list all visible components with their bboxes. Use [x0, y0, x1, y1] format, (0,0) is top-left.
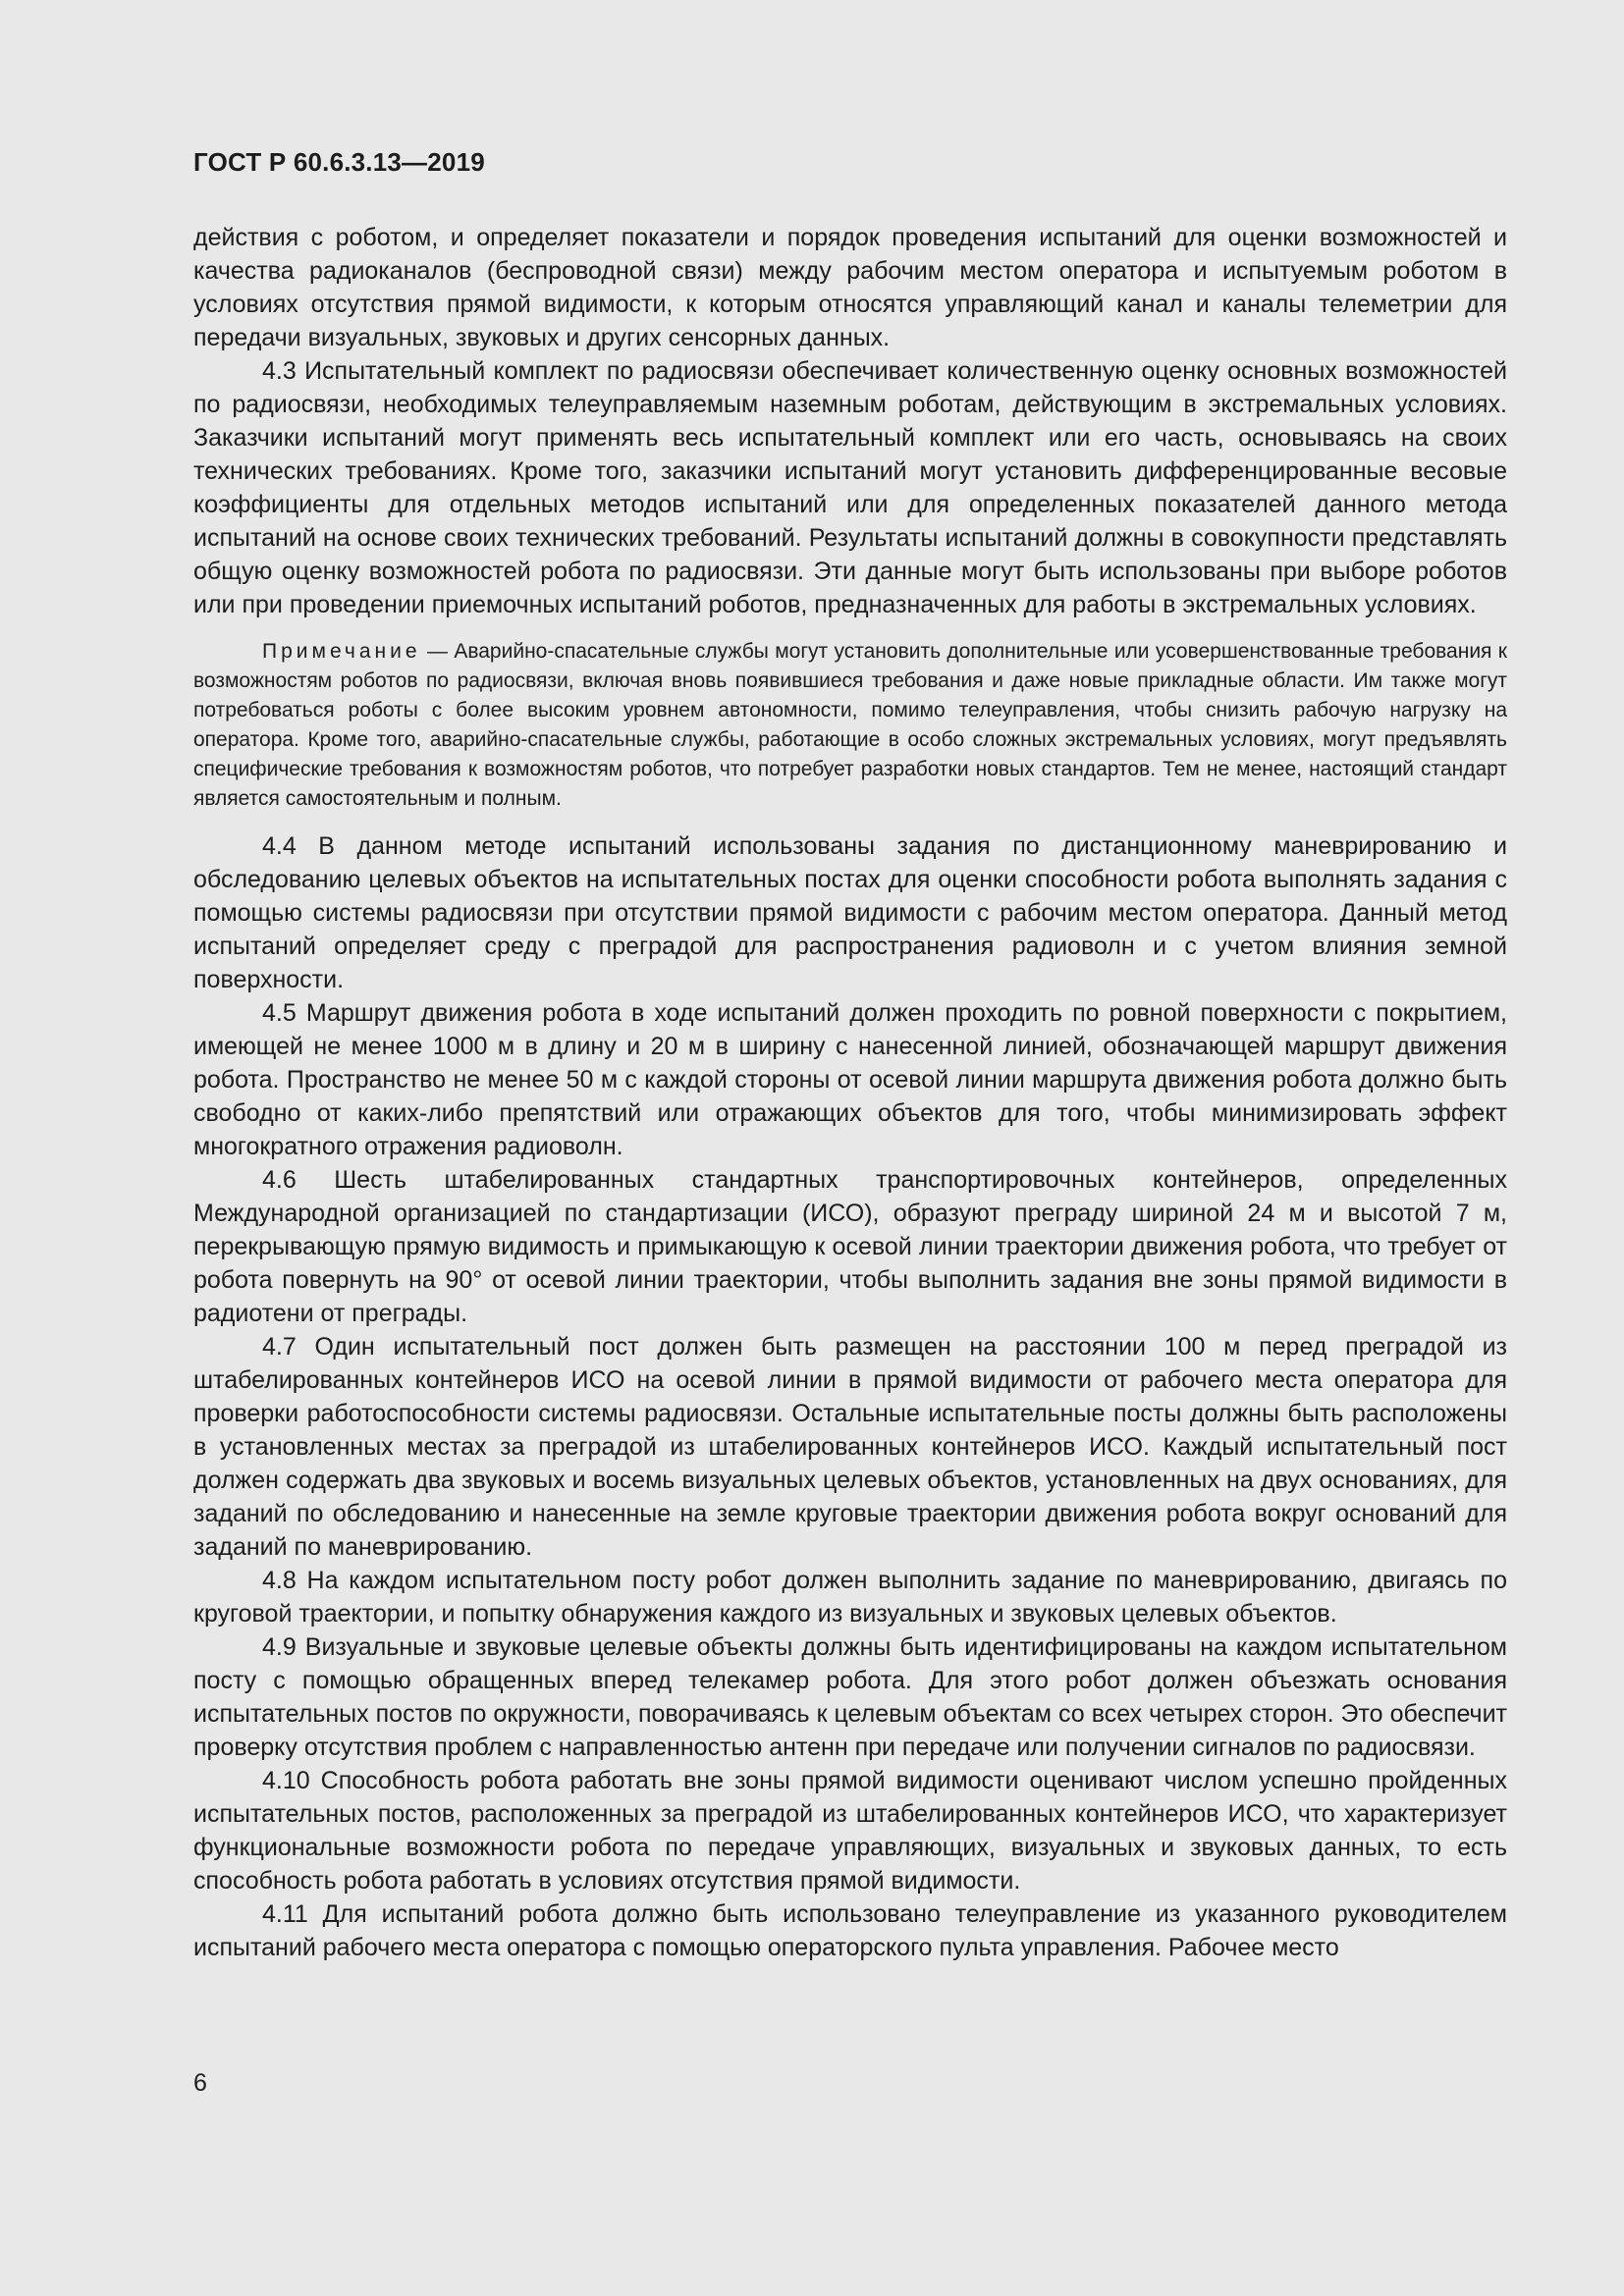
paragraph-4-10: 4.10 Способность робота работать вне зоны прямой видимости оценивают числом успешно пройденных испытательных постов, расположенных за преградой из штабелированных контейнеров ИСО, что характеризует функциональные возможности робота по передаче управляющих, визуальных и звуковых данных, то есть способность робота работать в условиях отсутствия прямой видимости. — [193, 1767, 1507, 1895]
note-label: Примечание — [262, 640, 421, 663]
paragraph-4-7: 4.7 Один испытательный пост должен быть размещен на расстоянии 100 м перед преградой из штабелированных контейнеров ИСО на осевой линии в прямой видимости от рабочего места оператора для проверки работоспособности системы радиосвязи. Остальные испытательные посты должны быть расположены в установленных местах за преградой из штабелированных контейнеров ИСО. Каждый испытательный пост должен содержать два звуковых и восемь визуальных целевых объектов, установленных на двух основаниях, для заданий по обследованию и нанесенные на земле круговые траектории движения робота вокруг оснований для заданий по маневрированию. — [193, 1333, 1507, 1561]
paragraph-4-8: 4.8 На каждом испытательном посту робот должен выполнить задание по маневрированию, двигаясь по круговой траектории, и попытку обнаружения каждого из визуальных и звуковых целевых объектов. — [193, 1567, 1507, 1628]
paragraph-4-3: 4.3 Испытательный комплект по радиосвязи обеспечивает количественную оценку основных возможностей по радиосвязи, необходимых телеуправляемым наземным роботам, действующим в экстремальных условиях. Заказчики испытаний могут применять весь испытательный комплект или его часть, основываясь на своих технических требованиях. Кроме того, заказчики испытаний могут установить дифференцированные весовые коэффициенты для отдельных методов испытаний или для определенных показателей данного метода испытаний на основе своих технических требований. Результаты испытаний должны в совокупности представлять общую оценку возможностей робота по радиосвязи. Эти данные могут быть использованы при выборе роботов или при проведении приемочных испытаний роботов, предназначенных для работы в экстремальных условиях. — [193, 357, 1507, 618]
note-text: — Аварийно-спасательные службы могут установить дополнительные или усовершенствованные требования к возможностям роботов по радиосвязи, включая вновь появившиеся требования и даже новые прикладные области. Им также могут потребоваться роботы с более высоким уровнем автономности, помимо телеуправления, чтобы снизить рабочую нагрузку на оператора. Кроме того, аварийно-спасательные службы, работающие в особо сложных экстремальных условиях, могут предъявлять специфические требования к возможностям роботов, что потребует разработки новых стандартов. Тем не менее, настоящий стандарт является самостоятельным и полным. — [193, 640, 1507, 810]
document-header: ГОСТ Р 60.6.3.13—2019 — [193, 147, 485, 177]
paragraph-4-6: 4.6 Шесть штабелированных стандартных транспортировочных контейнеров, определенных Международной организацией по стандартизации (ИСО), образуют преграду шириной 24 м и высотой 7 м, перекрывающую прямую видимость и примыкающую к осевой линии траектории движения робота, что требует от робота повернуть на 90° от осевой линии траектории, чтобы выполнить задания вне зоны прямой видимости в радиотени от преграды. — [193, 1166, 1507, 1327]
paragraph-continuation: действия с роботом, и определяет показатели и порядок проведения испытаний для оценки возможностей и качества радиоканалов (беспроводной связи) между рабочим местом оператора и испытуемым роботом в условиях отсутствия прямой видимости, к которым относятся управляющий канал и каналы телеметрии для передачи визуальных, звуковых и других сенсорных данных. — [193, 224, 1507, 351]
paragraph-4-4: 4.4 В данном методе испытаний использованы задания по дистанционному маневрированию и обследованию целевых объектов на испытательных постах для оценки способности робота выполнять задания с помощью системы радиосвязи при отсутствии прямой видимости с рабочим местом оператора. Данный метод испытаний определяет среду с преградой для распространения радиоволн и с учетом влияния земной поверхности. — [193, 832, 1507, 993]
paragraph-4-9: 4.9 Визуальные и звуковые целевые объекты должны быть идентифицированы на каждом испытательном посту с помощью обращенных вперед телекамер робота. Для этого робот должен объезжать основания испытательных постов по окружности, поворачиваясь к целевым объектам со всех четырех сторон. Это обеспечит проверку отсутствия проблем с направленностью антенн при передаче или получении сигналов по радиосвязи. — [193, 1633, 1507, 1761]
page-number: 6 — [193, 2069, 207, 2097]
document-body — [193, 221, 1507, 1964]
paragraph-4-11: 4.11 Для испытаний робота должно быть использовано телеуправление из указанного руководителем испытаний рабочего места оператора с помощью операторского пульта управления. Рабочее место — [193, 1900, 1507, 1961]
note-block — [193, 637, 1507, 814]
paragraph-4-5: 4.5 Маршрут движения робота в ходе испытаний должен проходить по ровной поверхности с покрытием, имеющей не менее 1000 м в длину и 20 м в ширину с нанесенной линией, обозначающей маршрут движения робота. Пространство не менее 50 м с каждой стороны от осевой линии маршрута движения робота должно быть свободно от каких-либо препятствий или отражающих объектов для того, чтобы минимизировать эффект многократного отражения радиоволн. — [193, 999, 1507, 1160]
